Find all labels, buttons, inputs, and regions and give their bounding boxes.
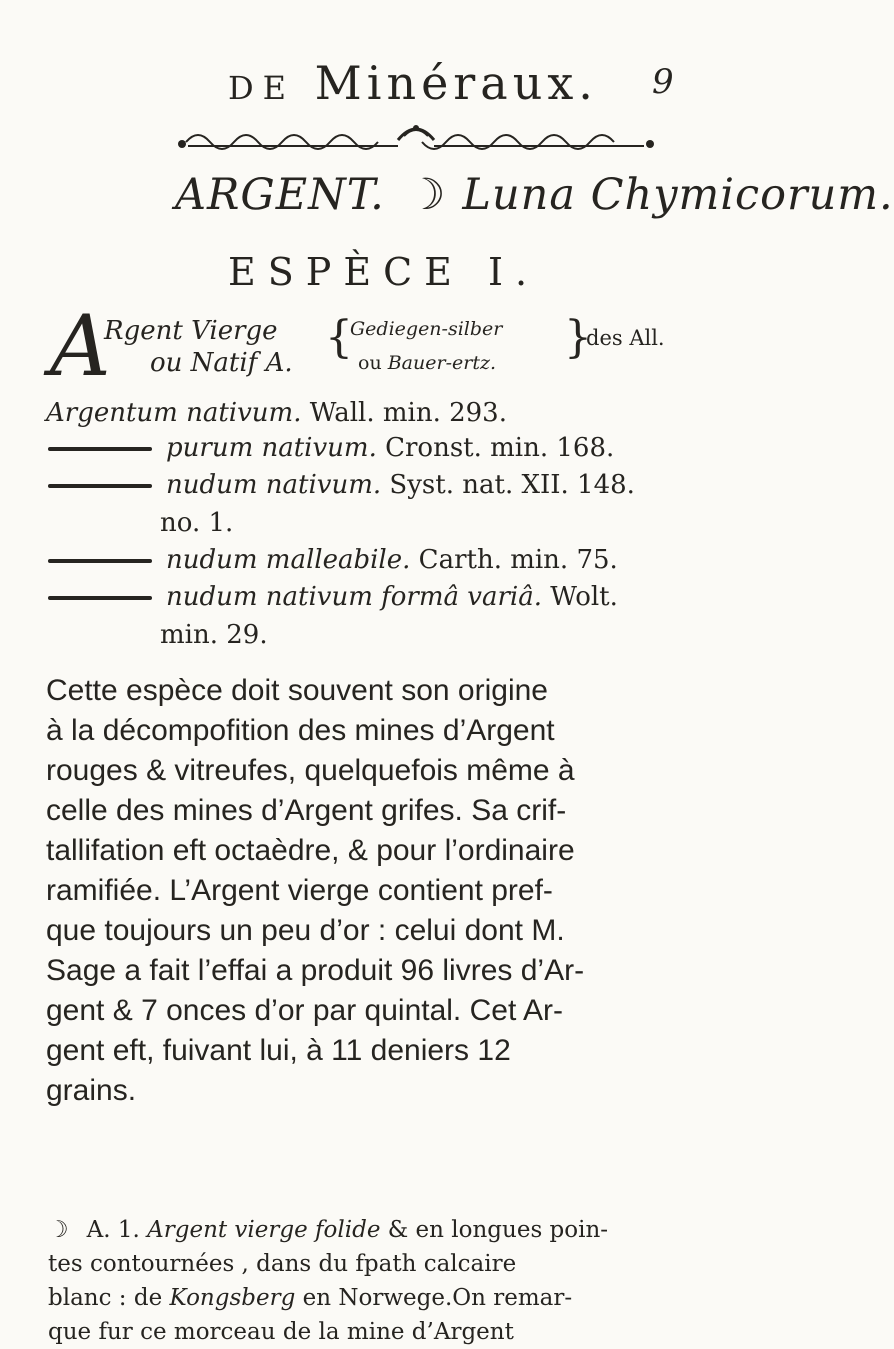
running-head-de: DE (228, 69, 296, 107)
body-line: gent & 7 onces d’or par quintal. Cet Ar- (46, 994, 563, 1027)
species-heading: ESPÈCE I. (228, 250, 540, 294)
specimen-title: Argent vierge folide (147, 1217, 381, 1243)
reference-source: Syst. nat. XII. 148. (381, 470, 635, 500)
ditto-rule (48, 484, 152, 488)
reference-line (48, 582, 618, 612)
reference-continuation: no. 1. (160, 508, 234, 538)
moon-symbol-icon: ☽ (406, 170, 447, 220)
body-line: rouges & vitreufes, quelquefois même à (46, 754, 575, 787)
reference-term: nudum nativum. (166, 470, 382, 500)
ornament-band (176, 118, 656, 160)
specimen-label: A. 1. (86, 1217, 140, 1243)
entry-name-line1: Rgent Vierge (104, 316, 278, 346)
german-synonym-1: Gediegen-silber (350, 318, 503, 340)
specimen-note-line: tes contournées , dans du fpath calcaire (48, 1251, 517, 1277)
reference-source: Carth. min. 75. (410, 545, 618, 575)
german-source-label: des All. (586, 326, 665, 350)
reference-term: nudum malleabile. (166, 545, 411, 575)
title-main: ARGENT. (175, 170, 385, 220)
left-brace-icon: { (325, 312, 353, 363)
moon-symbol-icon: ☽ (48, 1217, 69, 1243)
ditto-rule (48, 596, 152, 600)
body-line: Sage a fait l’effai a produit 96 livres d’Ar- (46, 954, 585, 987)
body-line: grains. (46, 1074, 137, 1107)
title-latin: Luna Chymicorum. (462, 170, 894, 220)
entry-name-line2: ou Natif A. (150, 348, 293, 378)
body-line: que toujours un peu d’or : celui dont M. (46, 914, 565, 947)
reference-term: purum nativum. (166, 433, 377, 463)
reference-line (48, 470, 635, 500)
specimen-note-line: blanc : de Kongsberg en Norwege.On remar- (48, 1285, 573, 1311)
right-brace-icon: } (564, 312, 592, 363)
running-head-title: Minéraux. (314, 56, 598, 110)
specimen-note-line: ☽ A. 1. Argent vierge folide & en longues poin- (48, 1217, 609, 1243)
body-line: Cette espèce doit souvent son origine (46, 674, 548, 707)
body-line: gent eft, fuivant lui, à 11 deniers 12 (46, 1034, 511, 1067)
body-line: tallifation eft octaèdre, & pour l’ordinaire (46, 834, 575, 867)
german-synonym-2: ou Bauer-ertz. (358, 352, 497, 374)
specimen-note-line: que fur ce morceau de la mine d’Argent (48, 1319, 514, 1345)
body-line: ramifiée. L’Argent vierge contient pref- (46, 874, 553, 907)
reference-term: nudum nativum formâ variâ. (166, 582, 542, 612)
reference-line (48, 545, 618, 575)
drop-cap: A (50, 297, 111, 395)
reference-line (48, 433, 614, 463)
ditto-rule (48, 447, 152, 451)
page-number: 9 (652, 62, 674, 102)
reference-continuation: min. 29. (160, 620, 268, 650)
place-name: Kongsberg (169, 1285, 296, 1311)
section-title (175, 170, 894, 220)
reference-source: Cronst. min. 168. (376, 433, 615, 463)
reference-term: Argentum nativum. (46, 398, 302, 428)
body-line: celle des mines d’Argent grifes. Sa crif- (46, 794, 567, 827)
reference-source: Wall. min. 293. (301, 398, 507, 428)
body-line: à la décompofition des mines d’Argent (46, 714, 555, 747)
running-head (228, 56, 598, 110)
reference-source: Wolt. (541, 582, 618, 612)
reference-line (46, 398, 507, 428)
ditto-rule (48, 559, 152, 563)
